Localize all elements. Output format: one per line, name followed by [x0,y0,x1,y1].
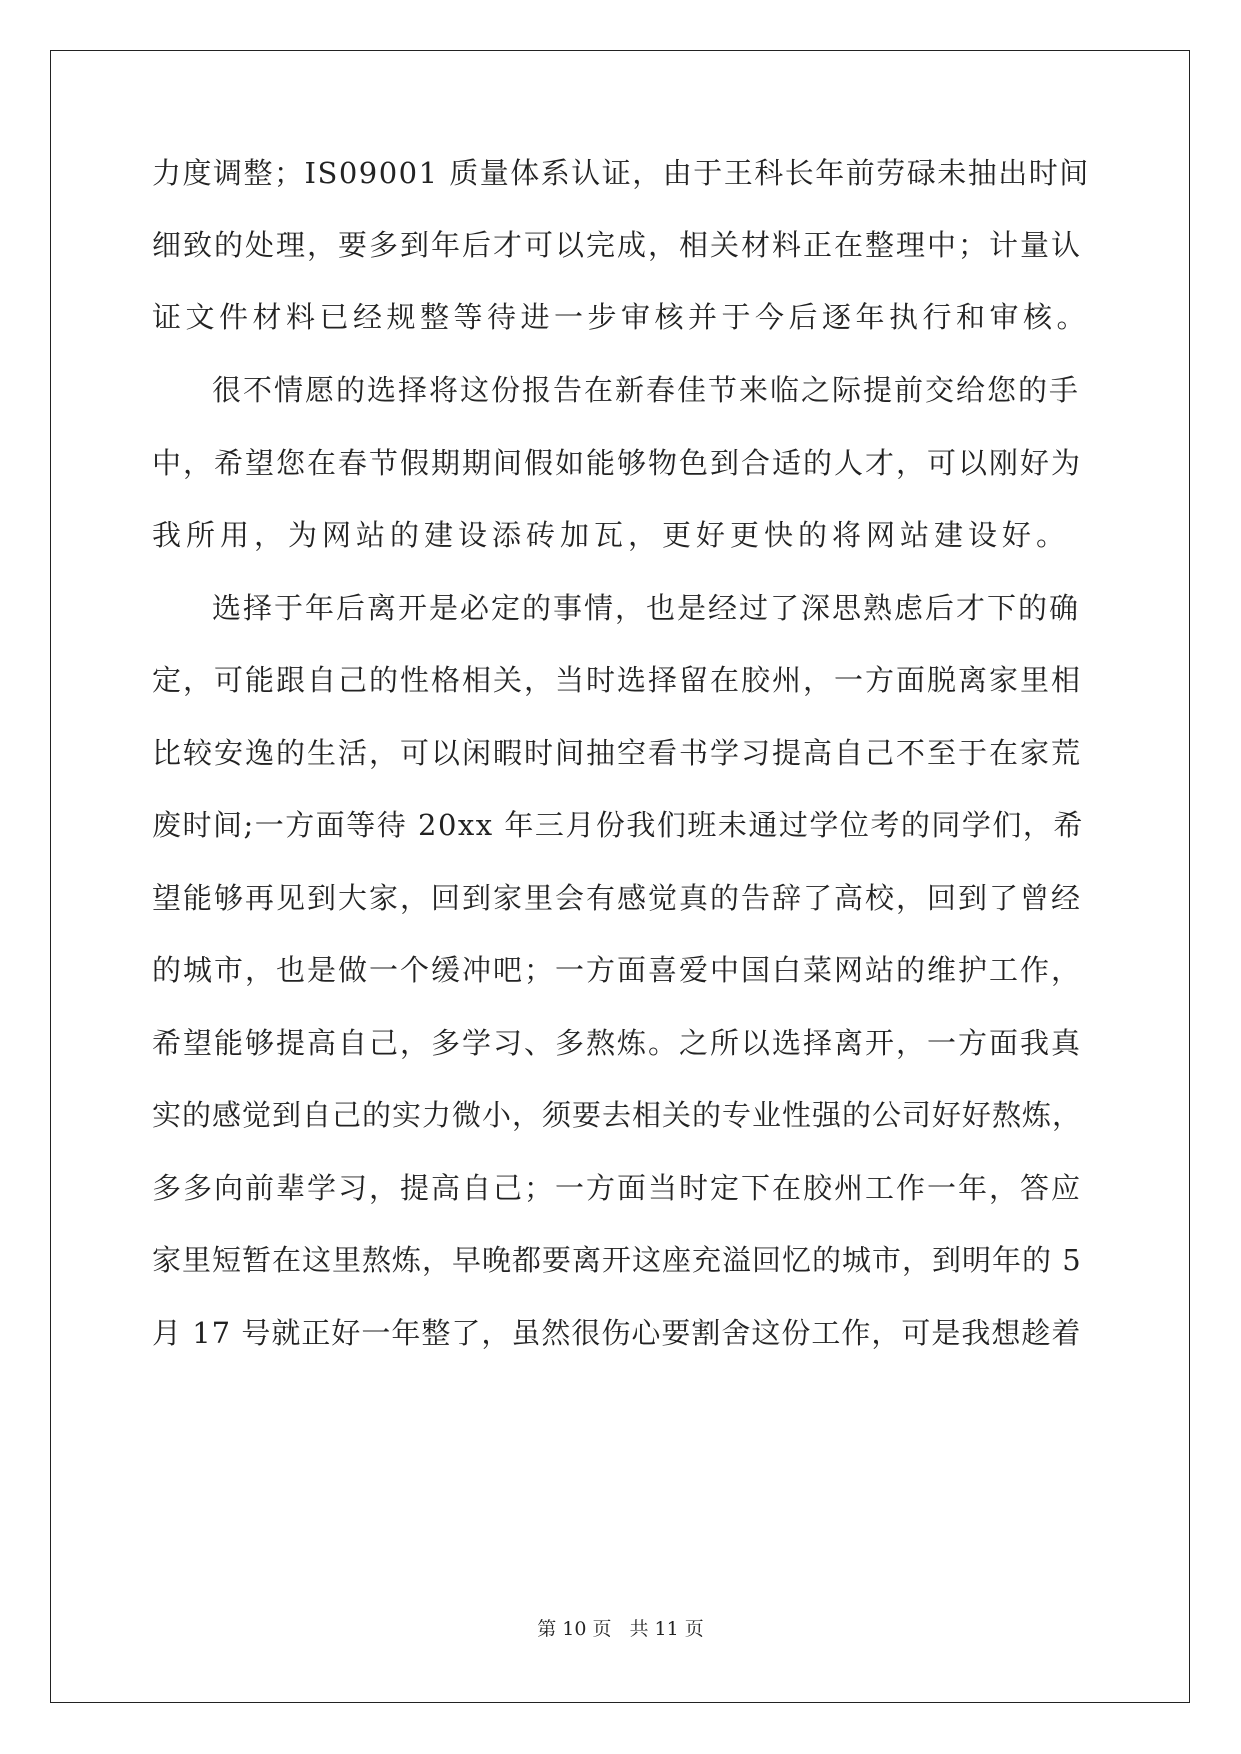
body-line-9: 比较安逸的生活，可以闲暇时间抽空看书学习提高自己不至于在家荒 [152,736,1083,770]
body-line-4: 很不情愿的选择将这份报告在新春佳节来临之际提前交给您的手 [212,373,1081,407]
page-footer [0,1617,1241,1641]
body-line-6: 我所用，为网站的建设添砖加瓦，更好更快的将网站建设好。 [152,518,1071,552]
body-line-5: 中，希望您在春节假期期间假如能够物色到合适的人才，可以刚好为 [152,446,1083,480]
body-line-8: 定，可能跟自己的性格相关，当时选择留在胶州，一方面脱离家里相 [152,663,1083,697]
body-line-10: 废时间;一方面等待 20xx 年三月份我们班未通过学位考的同学们，希 [152,808,1084,842]
body-line-1: 力度调整；IS09001 质量体系认证，由于王科长年前劳碌未抽出时间 [152,156,1090,190]
body-line-3: 证文件材料已经规整等待进一步审核并于今后逐年执行和审核。 [152,300,1091,334]
body-line-15: 多多向前辈学习，提高自己；一方面当时定下在胶州工作一年，答应 [152,1171,1083,1205]
body-line-13: 希望能够提高自己，多学习、多熬炼。之所以选择离开，一方面我真 [152,1026,1083,1060]
body-line-11: 望能够再见到大家，回到家里会有感觉真的告辞了高校，回到了曾经 [152,881,1083,915]
body-line-14: 实的感觉到自己的实力微小，须要去相关的专业性强的公司好好熬炼， [152,1098,1083,1132]
page-total: 共 11 页 [629,1618,704,1640]
body-line-17: 月 17 号就正好一年整了，虽然很伤心要割舍这份工作，可是我想趁着 [152,1316,1082,1350]
body-line-2: 细致的处理，要多到年后才可以完成，相关材料正在整理中；计量认 [152,228,1083,262]
page-number: 第 10 页 [537,1618,612,1640]
body-line-12: 的城市，也是做一个缓冲吧；一方面喜爱中国白菜网站的维护工作， [152,953,1083,987]
body-line-7: 选择于年后离开是必定的事情，也是经过了深思熟虑后才下的确 [212,591,1081,625]
body-line-16: 家里短暂在这里熬炼，早晚都要离开这座充溢回忆的城市，到明年的 5 [152,1243,1082,1277]
